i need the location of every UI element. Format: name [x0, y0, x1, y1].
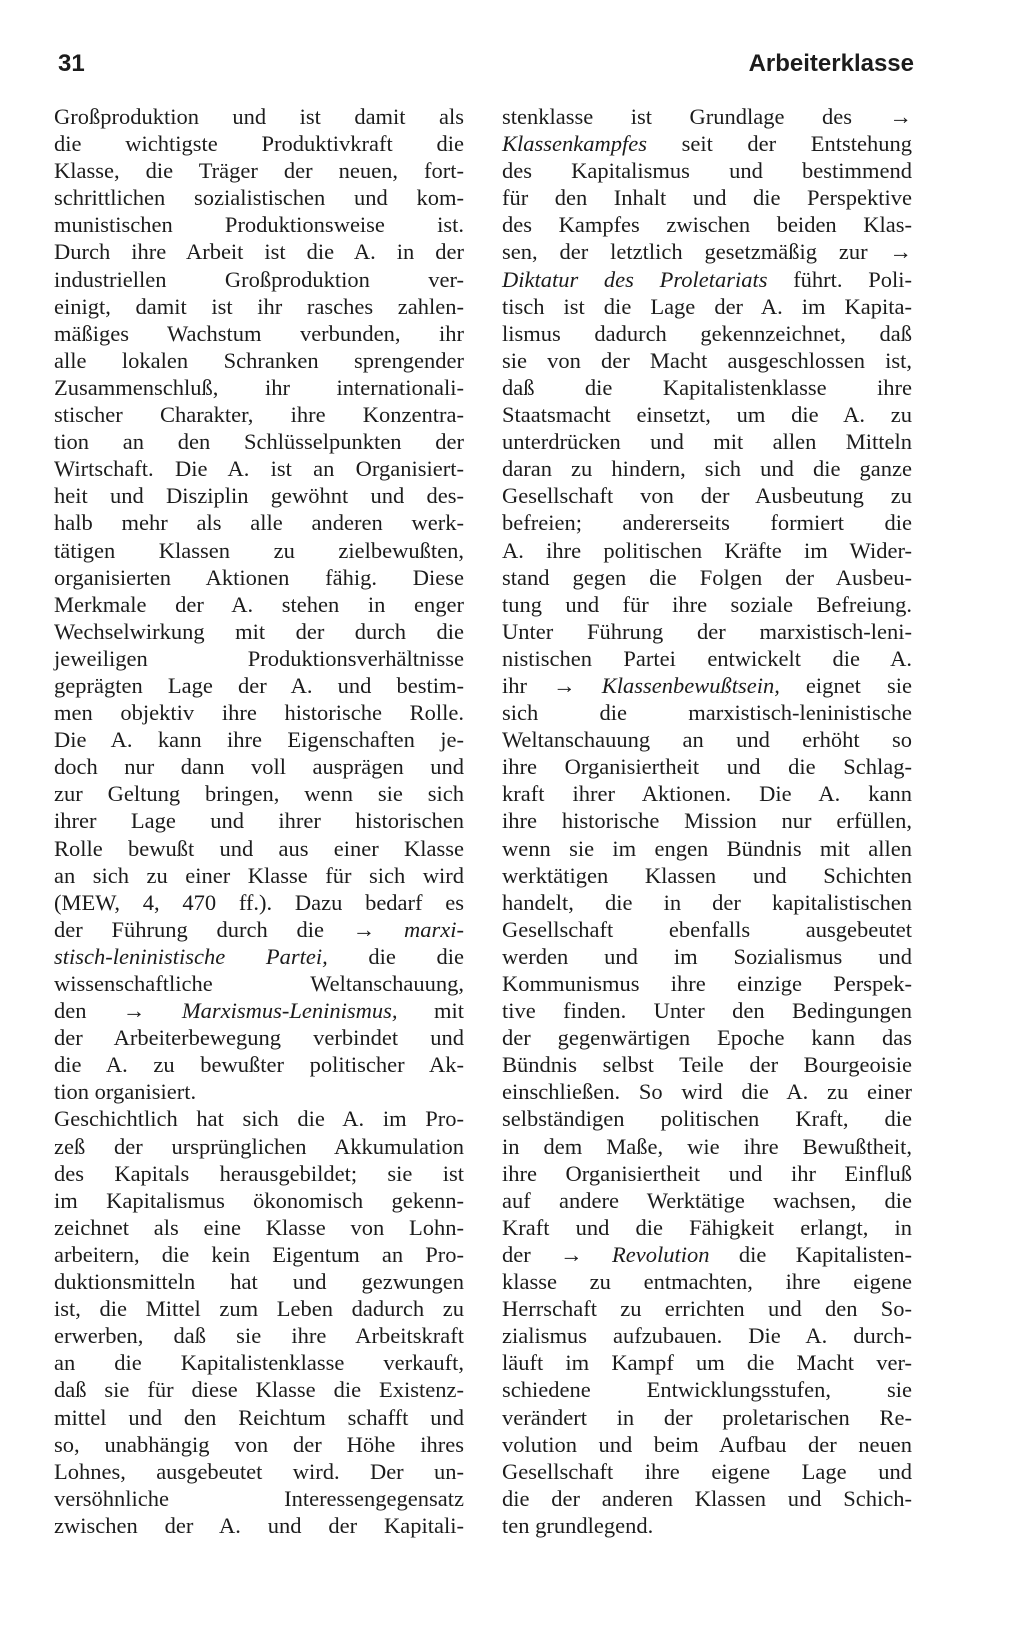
- text-line: erwerben, daß sie ihre Arbeitskraft: [54, 1323, 464, 1349]
- text-line: für den Inhalt und die Perspektive: [502, 185, 912, 211]
- text-line: [502, 266, 912, 293]
- text-line: arbeitern, die kein Eigentum an Pro-: [54, 1241, 464, 1267]
- text-line: Rolle bewußt und aus einer Klasse: [54, 835, 464, 861]
- text-line: industriellen Großproduktion ver-: [54, 266, 464, 292]
- text-line: Herrschaft zu errichten und den So-: [502, 1296, 912, 1322]
- text-line: Kraft und die Fähigkeit erlangt, in: [502, 1214, 912, 1240]
- text-line: Staatsmacht einsetzt, um die A. zu: [502, 402, 912, 428]
- text-line: tisch ist die Lage der A. im Kapita-: [502, 293, 912, 319]
- text-line: ist, die Mittel zum Leben dadurch zu: [54, 1296, 464, 1322]
- text-line: Klasse, die Träger der neuen, fort-: [54, 158, 464, 184]
- line-text-segment: ihr →: [502, 672, 602, 698]
- line-text-segment: mit: [397, 998, 464, 1024]
- text-line: stenklasse ist Grundlage des →: [502, 104, 912, 129]
- text-line: geprägten Lage der A. und bestim-: [54, 672, 464, 698]
- line-text-segment: den →: [54, 998, 182, 1024]
- text-line: organisierten Aktionen fähig. Diese: [54, 564, 464, 590]
- text-line: wenn sie im engen Bündnis mit allen: [502, 835, 912, 861]
- text-line: Gesellschaft von der Ausbeutung zu: [502, 483, 912, 509]
- text-line: halb mehr als alle anderen werk-: [54, 510, 464, 536]
- text-line: kraft ihrer Aktionen. Die A. kann: [502, 781, 912, 807]
- text-line: [54, 916, 464, 943]
- running-head: Arbeiterklasse: [748, 50, 914, 77]
- text-line: die A. zu bewußter politischer Ak-: [54, 1052, 464, 1078]
- text-line: einschließen. So wird die A. zu einer: [502, 1079, 912, 1105]
- text-line: Durch ihre Arbeit ist die A. in der: [54, 239, 464, 265]
- cross-reference-term: Klassenbewußtsein,: [601, 672, 780, 698]
- text-line: duktionsmitteln hat und gezwungen: [54, 1269, 464, 1295]
- text-line: ihre Organisiertheit und die Schlag-: [502, 754, 912, 780]
- text-line: Unter Führung der marxistisch-leni-: [502, 618, 912, 644]
- cross-reference-term: Revolution: [612, 1241, 710, 1267]
- text-line: handelt, die in der kapitalistischen: [502, 889, 912, 915]
- text-line: daß sie für diese Klasse die Existenz-: [54, 1377, 464, 1403]
- text-line: volution und beim Aufbau der neuen: [502, 1431, 912, 1457]
- text-line: des Kampfes zwischen beiden Klas-: [502, 212, 912, 238]
- line-text-segment: die Kapitalisten-: [709, 1241, 913, 1267]
- cross-reference-term: Marxismus-Leninismus,: [181, 998, 398, 1024]
- text-line: Zusammenschluß, ihr internationali-: [54, 374, 464, 400]
- text-line: tion an den Schlüsselpunkten der: [54, 429, 464, 455]
- text-line: sie von der Macht ausgeschlossen ist,: [502, 347, 912, 373]
- cross-reference-term: stisch-leninistische Partei,: [54, 943, 328, 969]
- text-line: sich die marxistisch-leninistische: [502, 700, 912, 726]
- text-line: des Kapitalismus und bestimmend: [502, 158, 912, 184]
- text-column-right: [502, 103, 912, 1539]
- text-line: heit und Disziplin gewöhnt und des-: [54, 483, 464, 509]
- text-line: stischer Charakter, ihre Konzentra-: [54, 402, 464, 428]
- line-text-segment: der Führung durch die →: [54, 916, 404, 942]
- text-line: der Arbeiterbewegung verbindet und: [54, 1025, 464, 1051]
- text-line: auf andere Werktätige wachsen, die: [502, 1187, 912, 1213]
- text-line: ten grundlegend.: [502, 1512, 654, 1538]
- text-line: tung und für ihre soziale Befreiung.: [502, 591, 912, 617]
- text-line: zwischen der A. und der Kapitali-: [54, 1512, 464, 1538]
- text-line: [502, 130, 912, 157]
- text-line: versöhnliche Interessengegensatz: [54, 1485, 464, 1511]
- text-line: zialismus aufzubauen. Die A. durch-: [502, 1323, 912, 1349]
- text-line: tion organisiert.: [54, 1079, 197, 1105]
- text-line: an sich zu einer Klasse für sich wird: [54, 862, 464, 888]
- text-line: Geschichtlich hat sich die A. im Pro-: [54, 1106, 464, 1132]
- text-line: doch nur dann voll ausprägen und: [54, 754, 464, 780]
- text-line: wissenschaftliche Weltanschauung,: [54, 971, 464, 996]
- text-line: zeß der ursprünglichen Akkumulation: [54, 1133, 464, 1159]
- text-line: zeichnet als eine Klasse von Lohn-: [54, 1214, 464, 1240]
- text-line: der gegenwärtigen Epoche kann das: [502, 1025, 912, 1051]
- page-number: 31: [58, 50, 85, 77]
- text-line: nistischen Partei entwickelt die A.: [502, 645, 912, 671]
- text-line: läuft im Kampf um die Macht ver-: [502, 1350, 912, 1376]
- cross-reference-term: marxi-: [404, 916, 464, 942]
- text-line: (MEW, 4, 470 ff.). Dazu bedarf es: [54, 889, 464, 915]
- text-line: Kommunismus ihre einzige Perspek-: [502, 971, 912, 996]
- line-text-segment: eignet sie: [779, 672, 912, 698]
- cross-reference-term: Diktatur des Proletariats: [502, 266, 768, 292]
- text-line: werktätigen Klassen und Schichten: [502, 862, 912, 888]
- text-line: [502, 1241, 912, 1268]
- text-line: schrittlichen sozialistischen und kom-: [54, 185, 464, 211]
- text-line: unterdrücken und mit allen Mitteln: [502, 429, 912, 455]
- line-text-segment: die die: [327, 943, 464, 969]
- text-line: Gesellschaft ebenfalls ausgebeutet: [502, 916, 912, 942]
- text-line: mittel und den Reichtum schafft und: [54, 1404, 464, 1430]
- text-line: Gesellschaft ihre eigene Lage und: [502, 1458, 912, 1484]
- text-line: ihrer Lage und ihrer historischen: [54, 808, 464, 834]
- text-line: klasse zu entmachten, ihre eigene: [502, 1269, 912, 1295]
- text-line: [54, 943, 464, 970]
- text-line: des Kapitals herausgebildet; sie ist: [54, 1160, 464, 1186]
- text-line: alle lokalen Schranken sprengender: [54, 347, 464, 373]
- text-line: die der anderen Klassen und Schich-: [502, 1485, 912, 1511]
- text-line: befreien; andererseits formiert die: [502, 510, 912, 536]
- text-line: Bündnis selbst Teile der Bourgeoisie: [502, 1052, 912, 1078]
- text-line: die wichtigste Produktivkraft die: [54, 131, 464, 157]
- text-line: ihre Organisiertheit und ihr Einfluß: [502, 1160, 912, 1186]
- text-line: in dem Maße, wie ihre Bewußtheit,: [502, 1133, 912, 1159]
- text-line: Lohnes, ausgebeutet wird. Der un-: [54, 1458, 464, 1484]
- text-line: Wirtschaft. Die A. ist an Organisiert-: [54, 456, 464, 482]
- text-line: daß die Kapitalistenklasse ihre: [502, 374, 912, 400]
- text-line: selbständigen politischen Kraft, die: [502, 1106, 912, 1132]
- text-line: an die Kapitalistenklasse verkauft,: [54, 1350, 464, 1376]
- text-line: lismus dadurch gekennzeichnet, daß: [502, 320, 912, 346]
- text-line: Merkmale der A. stehen in enger: [54, 591, 464, 617]
- text-line: jeweiligen Produktionsverhältnisse: [54, 645, 464, 671]
- text-column-left: [54, 103, 464, 1539]
- text-line: [54, 997, 464, 1024]
- text-line: mäßiges Wachstum verbunden, ihr: [54, 320, 464, 346]
- text-line: stand gegen die Folgen der Ausbeu-: [502, 564, 912, 590]
- text-line: daran zu hindern, sich und die ganze: [502, 456, 912, 482]
- text-line: im Kapitalismus ökonomisch gekenn-: [54, 1187, 464, 1213]
- text-line: werden und im Sozialismus und: [502, 943, 912, 969]
- text-line: [502, 672, 912, 699]
- text-line: Weltanschauung an und erhöht so: [502, 727, 912, 753]
- text-line: einigt, damit ist ihr rasches zahlen-: [54, 293, 464, 319]
- line-text-segment: der →: [502, 1241, 613, 1267]
- text-line: A. ihre politischen Kräfte im Wider-: [502, 537, 912, 563]
- text-line: zur Geltung bringen, wenn sie sich: [54, 781, 464, 807]
- line-text-segment: seit der Entstehung: [647, 131, 912, 157]
- text-line: ihre historische Mission nur erfüllen,: [502, 808, 912, 834]
- text-line: sen, der letztlich gesetzmäßig zur →: [502, 239, 912, 265]
- text-line: verändert in der proletarischen Re-: [502, 1404, 912, 1430]
- text-line: tätigen Klassen zu zielbewußten,: [54, 537, 464, 563]
- text-line: Großproduktion und ist damit als: [54, 104, 464, 129]
- text-line: Die A. kann ihre Eigenschaften je-: [54, 727, 464, 753]
- text-line: men objektiv ihre historische Rolle.: [54, 700, 464, 726]
- text-line: Wechselwirkung mit der durch die: [54, 618, 464, 644]
- cross-reference-term: Klassenkampfes: [502, 131, 647, 157]
- line-text-segment: führt. Poli-: [767, 266, 912, 292]
- text-line: so, unabhängig von der Höhe ihres: [54, 1431, 464, 1457]
- text-line: schiedene Entwicklungsstufen, sie: [502, 1377, 912, 1403]
- text-line: tive finden. Unter den Bedingungen: [502, 998, 912, 1024]
- text-line: munistischen Produktionsweise ist.: [54, 212, 464, 238]
